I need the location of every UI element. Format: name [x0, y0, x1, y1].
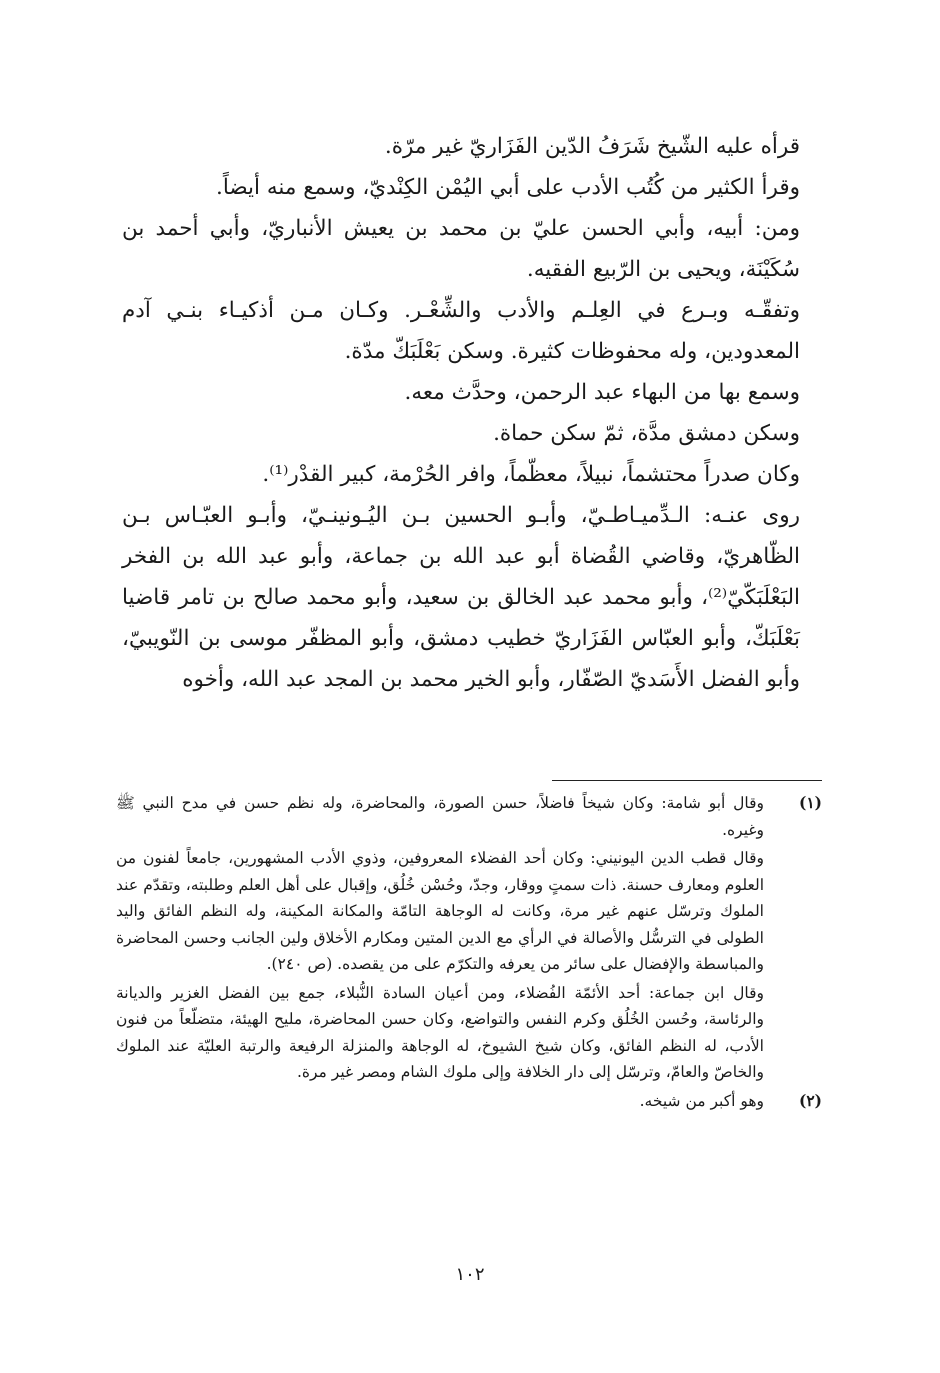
footnote-paragraph: وقال ابن جماعة: أحد الأئمّة الفُضلاء، ومن أعيان السادة النُّبلاء، جمع بين الفضل الغزير والديانة والرئاسة، وحُسن الخُلُق وكرم النفس والتواضع، وكان حسن المحاضرة، مليح الهيئة، متضلّعاً من فنون الأدب، له النظم الفائق، وكان شيخ الشيوخ، له الوجاهة والمنزلة الرفيعة والرتبة العليّة عند الملوك والخاصّ والعامّ، وترسّل إلى دار الخلافة وإلى ملوك الشام ومصر غير مرة.	[116, 983, 764, 1081]
footnote-2	[116, 1088, 822, 1117]
footnote-number: (١)	[798, 793, 822, 812]
footnotes	[116, 790, 822, 1116]
footnote-paragraph: وقال أبو شامة: وكان شيخاً فاضلاً، حسن الصورة، والمحاضرة، وله نظم حسن في مدح النبي ﷺ وغيره.	[116, 794, 764, 839]
footnote-paragraph: وقال قطب الدين اليونيني: وكان أحد الفضلاء المعروفين، وذوي الأدب المشهورين، جامعاً لفنون من العلوم ومعارف حسنة. ذات سمتٍ ووقار، وجدّ، وحُسْن خُلُق، وإقبال على أهل العلم وطلبته، وتقدّم عند الملوك وترسّل عنهم غير مرة، وكانت له الوجاهة التامّة والمكانة المكينة، وله النظم الفائق واليد الطولى في الترسُّل والأصالة في الرأي مع الدين المتين ومكارم الأخلاق ولين الجانب وحسن المحاضرة والمباسطة والإفضال على سائر من يعرفه والتكرّم على من يقصده. (ص ٢٤٠).	[116, 849, 764, 973]
main-paragraph: وقرأ الكثير من كُتُب الأدب على أبي اليُمْن الكِنْديّ، وسمع منه أيضاً.	[216, 175, 800, 200]
main-paragraph: وكان صدراً محتشماً، نبيلاً، معظّماً، وافر الحُرْمة، كبير القدْر⁽¹⁾.	[262, 462, 800, 487]
main-paragraph: ومن: أبيه، وأبي الحسن عليّ بن محمد بن يعيش الأنباريّ، وأبي أحمد بن سُكَيْنَة، ويحيى بن الرّبيع الفقيه.	[122, 216, 800, 282]
main-paragraph: وتفقّـه وبـرع في العِلـم والأدب والشِّعْـر. وكـان مـن أذكيـاء بنـي آدم المعدودين، وله محفوظات كثيرة. وسكن بَعْلَبَكّ مدّة.	[122, 298, 800, 364]
footnote-number: (٢)	[798, 1090, 822, 1110]
main-paragraph: وسمع بها من البهاء عبد الرحمن، وحدَّث معه.	[404, 380, 800, 405]
main-text-body	[122, 126, 822, 700]
footnote-paragraph: وهو أكبر من شيخه.	[639, 1091, 764, 1110]
footnote-body	[116, 790, 764, 1088]
main-paragraph: وسكن دمشق مدَّة، ثمّ سكن حماة.	[493, 421, 800, 446]
page-number: ١٠٢	[455, 1264, 485, 1285]
main-paragraph: قرأه عليه الشّيخ شَرَفُ الدّين الفَزَاريّ غير مرّة.	[384, 134, 800, 159]
footnote-separator	[552, 780, 822, 781]
footnote-body	[116, 1088, 764, 1117]
footnote-1	[116, 790, 822, 1088]
main-paragraph: روى عنـه: الـدِّميـاطـيّ، وأبـو الحسين بـن اليُـونينـيّ، وأبـو العبّـاس بـن الظّاهريّ، وقاضي القُضاة أبو عبد الله بن جماعة، وأبو عبد الله بن الفخر البَعْلَبَكّيّ⁽²⁾، وأبو محمد عبد الخالق بن سعيد، وأبو محمد صالح بن تامر قاضيا بَعْلَبَكّ، وأبو العبّاس الفَزَاريّ خطيب دمشق، وأبو المظفّر موسى بن النّويبيّ، وأبو الفضل الأَسَديّ الصّفّار، وأبو الخير محمد بن المجد عبد الله، وأخوه	[122, 503, 800, 692]
